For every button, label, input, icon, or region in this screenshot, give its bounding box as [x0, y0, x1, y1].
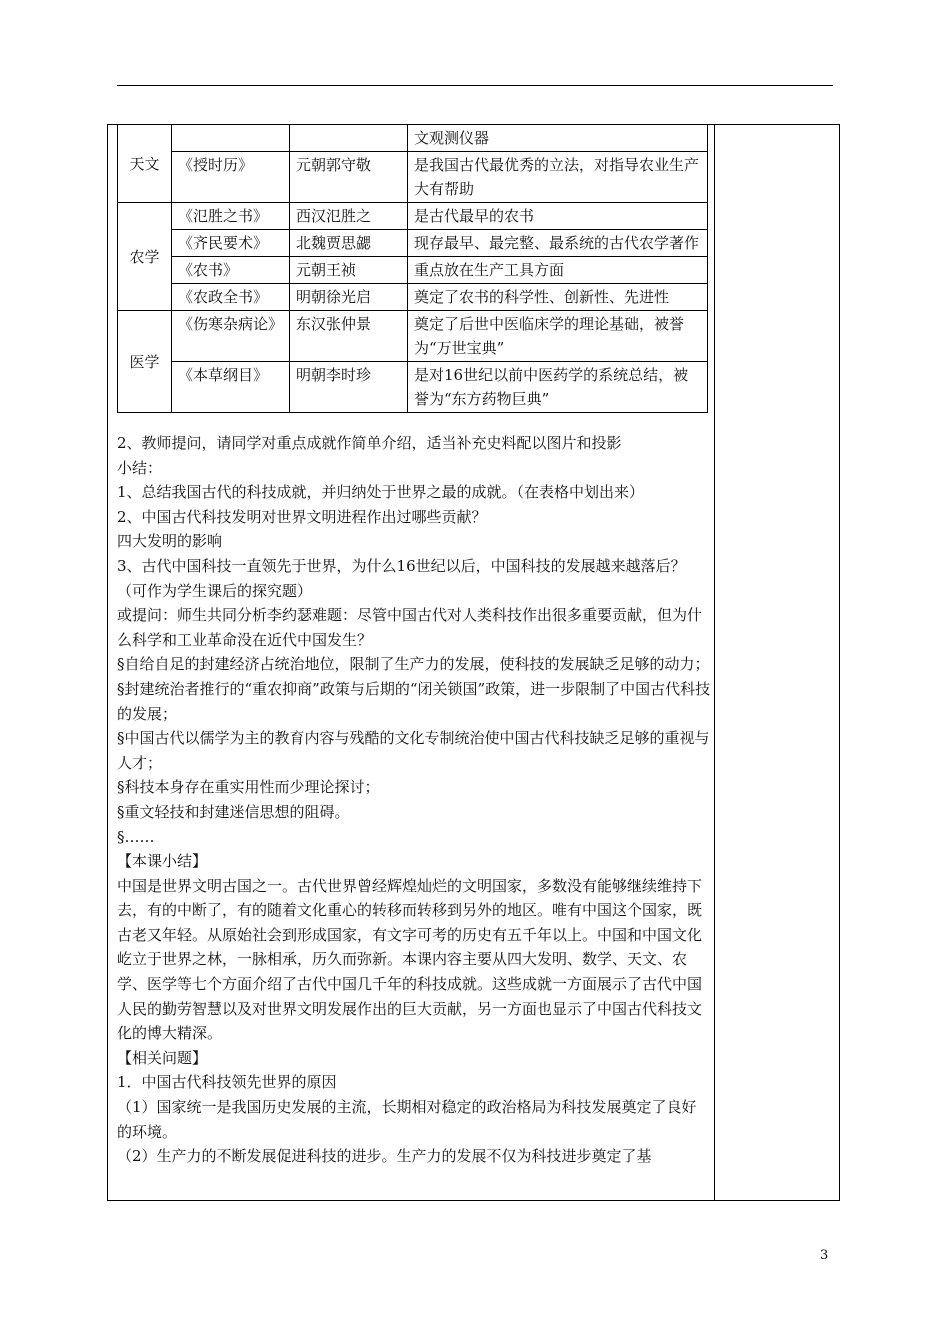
table-row	[118, 362, 708, 413]
field-cell: 天文	[118, 125, 172, 203]
paragraph: 或提问：师生共同分析李约瑟难题：尽管中国古代对人类科技作出很多重要贡献，但为什么科学和工业革命没在近代中国发生？	[117, 606, 703, 649]
paragraph: 3、古代中国科技一直领先于世界，为什么16世纪以后，中国科技的发展越来越落后？（可作为学生课后的探究题）	[117, 556, 686, 600]
achievements-table-wrap	[117, 124, 707, 413]
paragraph: §封建统治者推行的“重农抑商”政策与后期的“闭关锁国”政策，进一步限制了中国古代科技的发展；	[117, 679, 711, 723]
note-cell: 是古代最早的农书	[408, 203, 708, 230]
work-cell: 《农书》	[172, 257, 290, 284]
author-cell: 明朝徐光启	[290, 284, 408, 311]
paragraph: §科技本身存在重实用性而少理论探讨；	[117, 778, 380, 797]
author-cell: 西汉氾胜之	[290, 203, 408, 230]
table-row	[118, 125, 708, 152]
work-cell: 《氾胜之书》	[172, 203, 290, 230]
note-cell: 是对16世纪以前中医药学的系统总结，被誉为“东方药物巨典”	[408, 362, 708, 413]
paragraph: （2）生产力的不断发展促进科技的进步。生产力的发展不仅为科技进步奠定了基	[117, 1147, 652, 1166]
work-cell: 《齐民要术》	[172, 230, 290, 257]
section-heading: 【相关问题】	[117, 1048, 208, 1067]
page-number: 3	[820, 1248, 829, 1263]
work-cell: 《授时历》	[172, 152, 290, 203]
field-cell: 农学	[118, 203, 172, 311]
paragraph: 四大发明的影响	[117, 532, 223, 551]
author-cell: 元朝郭守敬	[290, 152, 408, 203]
paragraph: 2、中国古代科技发明对世界文明进程作出过哪些贡献？	[117, 507, 487, 526]
right-column-divider	[714, 124, 715, 1201]
author-cell	[290, 125, 408, 152]
work-cell: 《本草纲目》	[172, 362, 290, 413]
achievements-table	[117, 124, 708, 413]
table-row	[118, 284, 708, 311]
paragraph: 2、教师提问，请同学对重点成就作简单介绍，适当补充史料配以图片和投影	[117, 434, 622, 452]
paragraph: 1．中国古代科技领先世界的原因	[117, 1073, 337, 1092]
paragraph: （1）国家统一是我国历史发展的主流，长期相对稳定的政治格局为科技发展奠定了良好的环境。	[117, 1098, 697, 1141]
lesson-body	[117, 431, 711, 1169]
paragraph: §重文轻技和封建迷信思想的阻碍。	[117, 802, 350, 821]
note-cell: 奠定了农书的科学性、创新性、先进性	[408, 284, 708, 311]
author-cell: 东汉张仲景	[290, 311, 408, 362]
author-cell: 元朝王祯	[290, 257, 408, 284]
author-cell: 北魏贾思勰	[290, 230, 408, 257]
author-cell: 明朝李时珍	[290, 362, 408, 413]
paragraph: 小结：	[117, 458, 163, 477]
table-row	[118, 311, 708, 362]
note-cell: 奠定了后世中医临床学的理论基础，被誉为“万世宝典”	[408, 311, 708, 362]
note-cell: 现存最早、最完整、最系统的古代农学著作	[408, 230, 708, 257]
note-cell: 文观测仪器	[408, 125, 708, 152]
table-row	[118, 203, 708, 230]
section-heading: 【本课小结】	[117, 852, 208, 871]
header-rule	[117, 85, 833, 86]
field-cell: 医学	[118, 311, 172, 413]
table-row	[118, 230, 708, 257]
paragraph: §自给自足的封建经济占统治地位，限制了生产力的发展，使科技的发展缺乏足够的动力；	[117, 655, 710, 674]
work-cell: 《伤寒杂病论》	[172, 311, 290, 362]
work-cell: 《农政全书》	[172, 284, 290, 311]
achievements-table-body	[118, 125, 708, 413]
work-cell	[172, 125, 290, 152]
paragraph: §中国古代以儒学为主的教育内容与残酷的文化专制统治使中国古代科技缺乏足够的重视与人才；	[117, 729, 710, 772]
paragraph: 中国是世界文明古国之一。古代世界曾经辉煌灿烂的文明国家，多数没有能够继续维持下去，有的中断了，有的随着文化重心的转移而转移到另外的地区。唯有中国这个国家，既古老又年轻。从原始社会到形成国家，有文字可考的历史有五千年以上。中国和中国文化屹立于世界之林，一脉相承，历久而弥新。本课内容主要从四大发明、数学、天文、农学、医学等七个方面介绍了古代中国几千年的科技成就。这些成就一方面展示了古代中国人民的勤劳智慧以及对世界文明发展作出的巨大贡献，另一方面也显示了中国古代科技文化的博大精深。	[117, 876, 703, 1043]
paragraph: §……	[117, 827, 155, 846]
table-row	[118, 152, 708, 203]
table-row	[118, 257, 708, 284]
paragraph: 1、总结我国古代的科技成就，并归纳处于世界之最的成就。（在表格中划出来）	[117, 483, 645, 502]
note-cell: 重点放在生产工具方面	[408, 257, 708, 284]
note-cell: 是我国古代最优秀的立法，对指导农业生产大有帮助	[408, 152, 708, 203]
